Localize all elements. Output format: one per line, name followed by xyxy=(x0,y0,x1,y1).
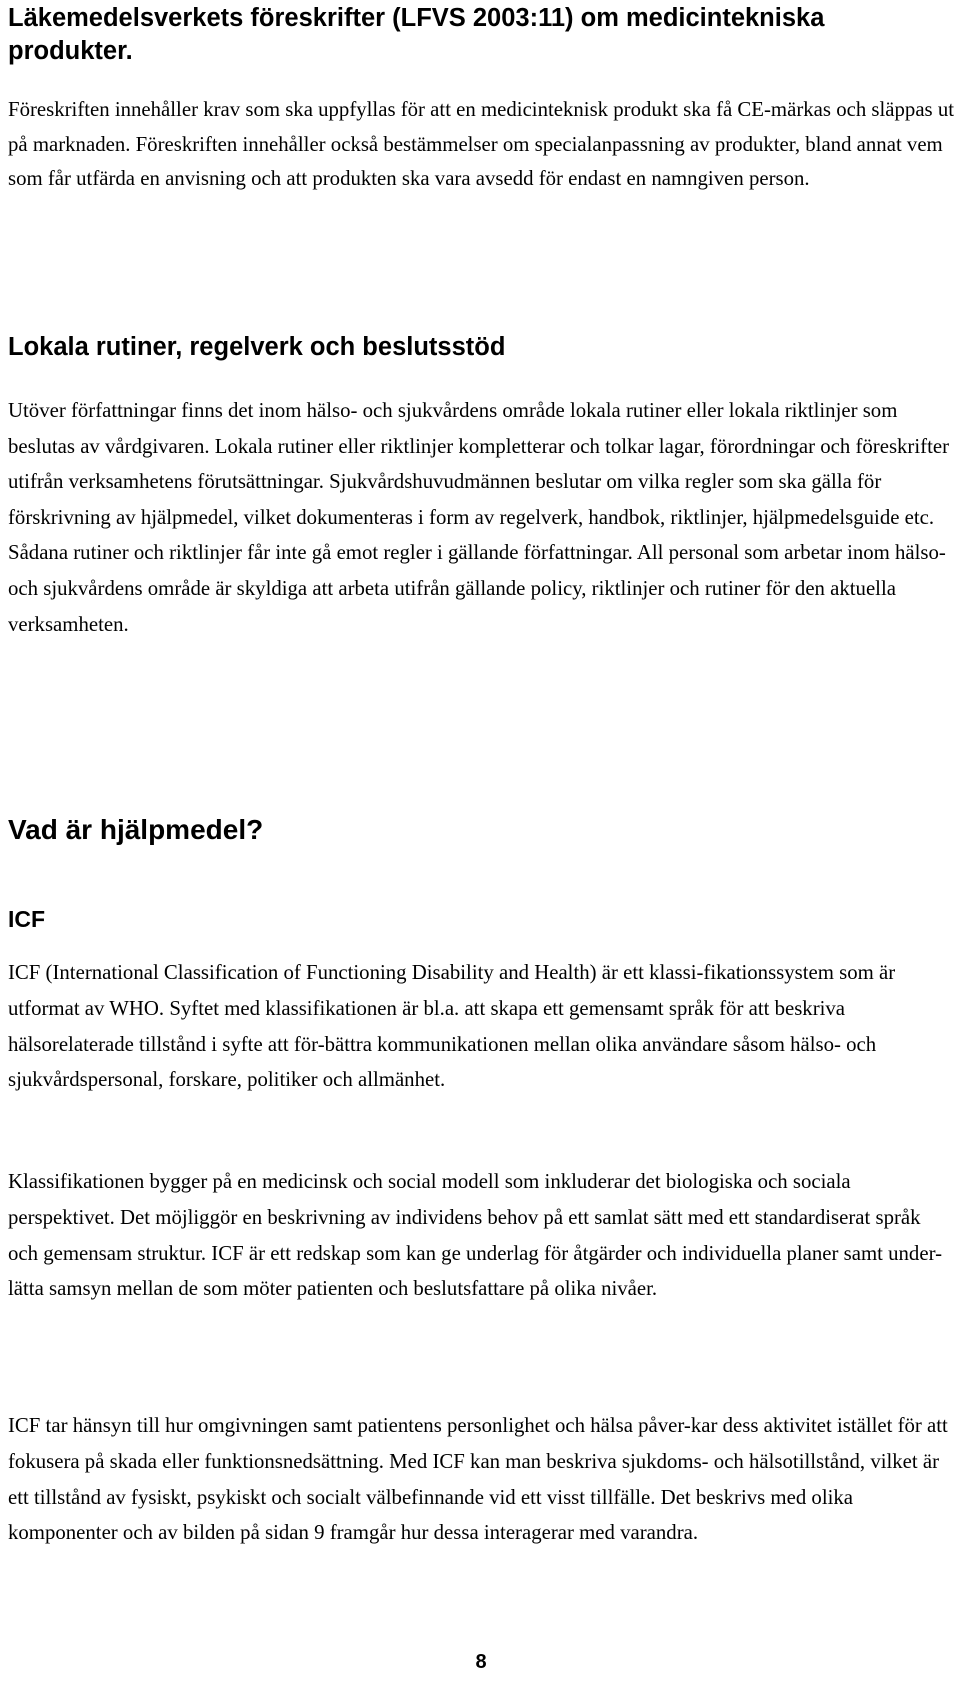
icf-paragraph-2: Klassifikationen bygger på en medicinsk och social modell som inkluderar det biologiska och sociala perspektivet. Det möjliggör en beskrivning av individens behov på ett samlat sätt med ett standardiserat språk och gemensam struktur. ICF är ett redskap som kan ge underlag för åtgärder och individuella planer samt under-lätta samsyn mellan de som möter patienten och beslutsfattare på olika nivåer. xyxy=(8,1170,943,1301)
subsection-heading-icf: ICF xyxy=(8,906,46,932)
document-title: Läkemedelsverkets föreskrifter (LFVS 2003:11) om medicintekniska produkter. xyxy=(8,4,825,65)
icf-paragraph-3: ICF tar hänsyn till hur omgivningen samt patientens personlighet och hälsa påver-kar dess aktivitet istället för att fokusera på skada eller funktionsnedsättning. Med ICF kan man beskriva sjukdoms- och hälsotillstånd, vilket är ett tillstånd av fysiskt, psykiskt och socialt välbefinnande vid ett visst tillfälle. Det beskrivs med olika komponenter och av bilden på sidan 9 framgår hur dessa interagerar med varandra. xyxy=(8,1414,948,1545)
intro-paragraph: Föreskriften innehåller krav som ska uppfyllas för att en medicinteknisk produkt ska få CE-märkas och släppas ut på marknaden. Föreskriften innehåller också bestämmelser om specialanpassning av produkter, bland annat vem som får utfärda en anvisning och att produkten ska vara avsedd för endast en namngiven person. xyxy=(8,98,955,190)
icf-paragraph-1: ICF (International Classification of Functioning Disability and Health) är ett klassi-fikationssystem som är utformat av WHO. Syftet med klassifikationen är bl.a. att skapa ett gemensamt språk för att beskriva hälsorelaterade tillstånd i syfte att för-bättra kommunikationen mellan olika användare såsom hälso- och sjukvårdspersonal, forskare, politiker och allmänhet. xyxy=(8,961,896,1092)
lokala-rutiner-paragraph: Utöver författningar finns det inom hälso- och sjukvårdens område lokala rutiner eller lokala riktlinjer som beslutas av vårdgivaren. Lokala rutiner eller riktlinjer kompletterar och tolkar lagar, förordningar och föreskrifter utifrån verksamhetens förutsättningar. Sjukvårdshuvudmännen beslutar om vilka regler som ska gälla för förskrivning av hjälpmedel, vilket dokumenteras i form av regelverk, handbok, riktlinjer, hjälpmedelsguide etc. Sådana rutiner och riktlinjer får inte gå emot regler i gällande författningar. All personal som arbetar inom hälso- och sjukvårdens område är skyldiga att arbeta utifrån gällande policy, riktlinjer och rutiner för den aktuella verksamheten. xyxy=(8,399,949,636)
section-heading-vad-ar-hjalpmedel: Vad är hjälpmedel? xyxy=(8,814,264,845)
section-heading-lokala-rutiner: Lokala rutiner, regelverk och beslutsstöd xyxy=(8,333,506,361)
page-number: 8 xyxy=(475,1651,487,1673)
